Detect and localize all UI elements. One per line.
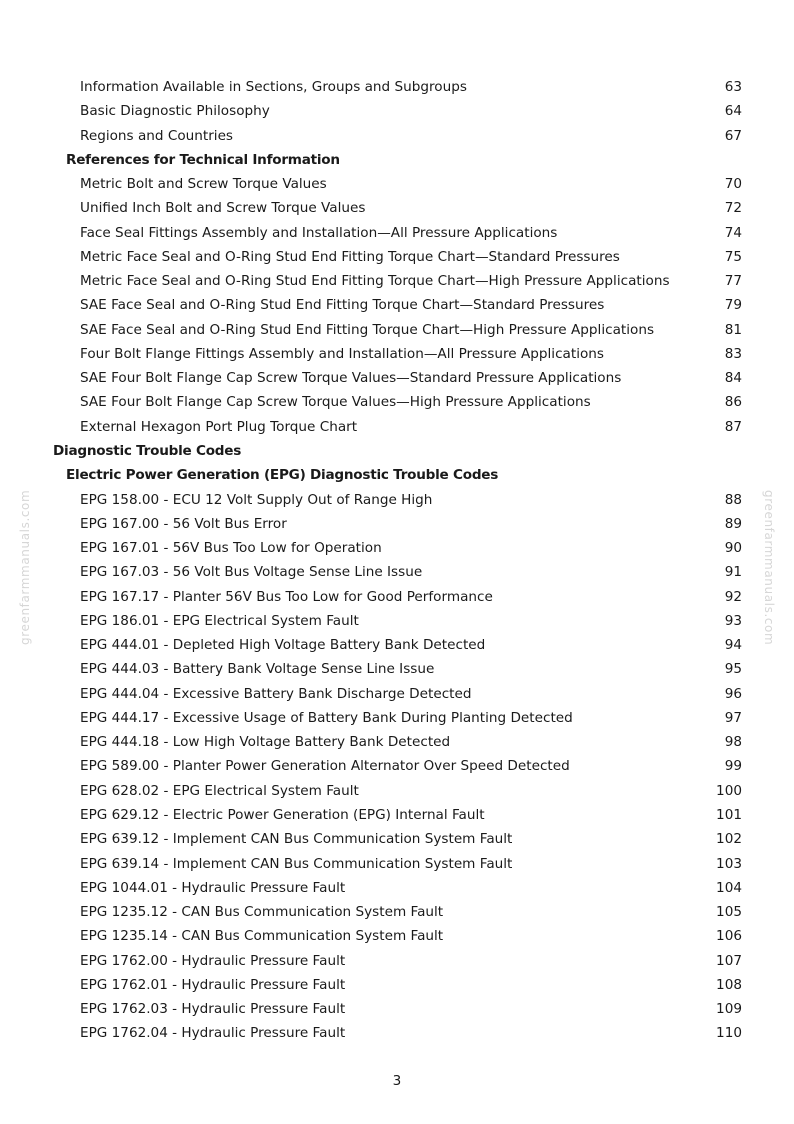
toc-entry-page-number: 108 [716,976,742,993]
toc-entry-title: EPG 1235.14 - CAN Bus Communication System Fault [80,928,444,945]
watermark-right-text: greenfarmmanuals.com [762,490,776,646]
toc-entry[interactable] [0,124,794,148]
toc-entry[interactable] [0,269,794,293]
toc-entry-page-number: 83 [724,345,742,362]
toc-entry[interactable] [0,99,794,123]
toc-entry-page-number: 81 [724,321,742,338]
toc-entry-title: EPG 444.01 - Depleted High Voltage Battery Bank Detected [80,637,486,654]
toc-entry-page-number: 86 [724,394,742,411]
toc-entry-title: EPG 589.00 - Planter Power Generation Alternator Over Speed Detected [80,758,570,775]
toc-entry-page-number: 89 [724,515,742,532]
toc-entry-title: EPG 167.17 - Planter 56V Bus Too Low for Good Performance [80,588,493,605]
toc-entry-title: External Hexagon Port Plug Torque Chart [80,418,358,435]
toc-entry-page-number: 67 [724,127,742,144]
toc-entry-page-number: 72 [724,200,742,217]
toc-entry-title: EPG 167.01 - 56V Bus Too Low for Operation [80,540,382,557]
toc-entry-title: EPG 1762.00 - Hydraulic Pressure Fault [80,952,346,969]
toc-entry-title: EPG 1762.01 - Hydraulic Pressure Fault [80,976,346,993]
toc-entry[interactable] [0,949,794,973]
toc-entry-title: EPG 1044.01 - Hydraulic Pressure Fault [80,879,346,896]
toc-entry-title: Metric Face Seal and O-Ring Stud End Fitting Torque Chart—Standard Pressures [80,248,620,265]
toc-entry-page-number: 90 [724,540,742,557]
toc-entry[interactable] [0,196,794,220]
toc-entry-title: EPG 444.04 - Excessive Battery Bank Discharge Detected [80,685,472,702]
toc-entry[interactable] [0,415,794,439]
toc-entry-title: Information Available in Sections, Groups and Subgroups [80,79,467,95]
toc-entry-title: SAE Four Bolt Flange Cap Screw Torque Values—High Pressure Applications [80,394,591,411]
toc-entry-page-number: 79 [724,297,742,314]
toc-entry-page-number: 100 [716,782,742,799]
toc-entry[interactable] [0,75,794,99]
toc-entry[interactable] [0,221,794,245]
toc-entry-page-number: 98 [724,734,742,751]
toc-entry-title: Metric Bolt and Screw Torque Values [80,176,327,193]
toc-entry-title: EPG 444.03 - Battery Bank Voltage Sense Line Issue [80,661,435,678]
toc-entry-page-number: 77 [724,273,742,290]
toc-entry[interactable] [0,876,794,900]
toc-entry-title: Metric Face Seal and O-Ring Stud End Fitting Torque Chart—High Pressure Applications [80,273,670,290]
toc-entry-page-number: 105 [716,904,742,921]
toc-entry-title: Regions and Countries [80,127,234,144]
toc-entry-title: EPG 186.01 - EPG Electrical System Fault [80,612,359,629]
toc-entry[interactable] [0,682,794,706]
toc-entry-page-number: 99 [724,758,742,775]
toc-heading [0,463,794,487]
toc-entry-page-number: 64 [724,103,742,120]
toc-entry-title: EPG 1762.04 - Hydraulic Pressure Fault [80,1025,346,1042]
toc-entry-title: EPG 1235.12 - CAN Bus Communication System Fault [80,904,444,921]
toc-entry[interactable] [0,633,794,657]
toc-entry[interactable] [0,366,794,390]
toc-entry-title: Diagnostic Trouble Codes [53,442,242,459]
toc-entry-page-number: 87 [724,418,742,435]
toc-entry-title: Four Bolt Flange Fittings Assembly and Installation—All Pressure Applications [80,345,604,362]
toc-entry-page-number: 101 [716,806,742,823]
toc-entry-title: Face Seal Fittings Assembly and Installation—All Pressure Applications [80,224,558,241]
toc-entry-page-number: 74 [724,224,742,241]
toc-entry[interactable] [0,924,794,948]
toc-entry-title: EPG 167.00 - 56 Volt Bus Error [80,515,287,532]
toc-entry-title: EPG 444.18 - Low High Voltage Battery Bank Detected [80,734,451,751]
toc-entry[interactable] [0,245,794,269]
toc-entry-title: EPG 167.03 - 56 Volt Bus Voltage Sense Line Issue [80,564,423,581]
toc-entry[interactable] [0,803,794,827]
toc-entry-page-number: 96 [724,685,742,702]
toc-entry[interactable] [0,900,794,924]
toc-heading [0,439,794,463]
toc-entry[interactable] [0,730,794,754]
toc-entry-page-number: 70 [724,176,742,193]
toc-entry-title: SAE Face Seal and O-Ring Stud End Fitting Torque Chart—Standard Pressures [80,297,605,314]
toc-entry[interactable] [0,172,794,196]
toc-entry-page-number: 104 [716,879,742,896]
toc-entry-page-number: 103 [716,855,742,872]
toc-entry-page-number: 110 [716,1025,742,1042]
toc-entry-title: SAE Four Bolt Flange Cap Screw Torque Values—Standard Pressure Applications [80,370,622,387]
toc-entry-page-number: 75 [724,248,742,265]
toc-entry-title: Unified Inch Bolt and Screw Torque Values [80,200,366,217]
toc-entry-title: EPG 1762.03 - Hydraulic Pressure Fault [80,1001,346,1018]
watermark-right [762,490,776,645]
page-number: 3 [392,1073,402,1089]
toc-entry[interactable] [0,560,794,584]
toc-entry[interactable] [0,779,794,803]
toc-entry[interactable] [0,852,794,876]
toc-entry-page-number: 107 [716,952,742,969]
toc-entry-page-number: 91 [724,564,742,581]
toc-entry[interactable] [0,488,794,512]
toc-entry-title: EPG 628.02 - EPG Electrical System Fault [80,782,359,799]
toc-entry-title: EPG 629.12 - Electric Power Generation (EPG) Internal Fault [80,806,485,823]
toc-entry-page-number: 94 [724,637,742,654]
toc-entry-title: EPG 639.14 - Implement CAN Bus Communication System Fault [80,855,513,872]
toc-entry[interactable] [0,706,794,730]
toc-entry-page-number: 92 [724,588,742,605]
toc-entry[interactable] [0,827,794,851]
toc-entry-title: Basic Diagnostic Philosophy [80,103,270,120]
toc-entry-title: Electric Power Generation (EPG) Diagnostic Trouble Codes [66,467,499,484]
toc-entry[interactable] [0,997,794,1021]
toc-entry[interactable] [0,973,794,997]
table-of-contents [0,75,794,1046]
toc-entry-title: EPG 158.00 - ECU 12 Volt Supply Out of Range High [80,491,433,508]
toc-entry-page-number: 102 [716,831,742,848]
toc-entry[interactable] [0,318,794,342]
toc-entry[interactable] [0,293,794,317]
watermark-left [18,490,32,645]
toc-entry[interactable] [0,657,794,681]
toc-entry-page-number: 84 [724,370,742,387]
toc-entry-page-number: 97 [724,709,742,726]
toc-entry[interactable] [0,1021,794,1045]
toc-entry[interactable] [0,342,794,366]
toc-entry[interactable] [0,536,794,560]
toc-entry-title: EPG 444.17 - Excessive Usage of Battery Bank During Planting Detected [80,709,573,726]
watermark-left-text: greenfarmmanuals.com [18,490,32,646]
toc-entry[interactable] [0,609,794,633]
toc-entry[interactable] [0,754,794,778]
toc-entry-title: SAE Face Seal and O-Ring Stud End Fitting Torque Chart—High Pressure Applications [80,321,655,338]
toc-entry-page-number: 95 [724,661,742,678]
toc-entry-page-number: 109 [716,1001,742,1018]
toc-entry-page-number: 106 [716,928,742,945]
toc-entry[interactable] [0,390,794,414]
toc-entry-page-number: 93 [724,612,742,629]
toc-entry-page-number: 88 [724,491,742,508]
toc-entry-page-number: 63 [724,79,742,95]
toc-entry-title: References for Technical Information [66,151,340,168]
toc-entry-title: EPG 639.12 - Implement CAN Bus Communication System Fault [80,831,513,848]
toc-heading [0,148,794,172]
toc-entry[interactable] [0,512,794,536]
toc-entry[interactable] [0,585,794,609]
